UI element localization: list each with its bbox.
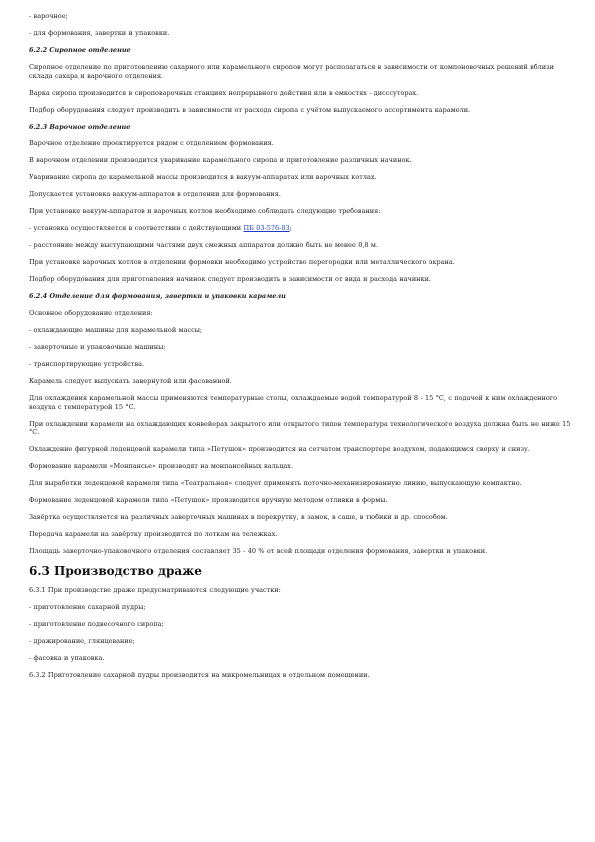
paragraph: - расстояние между выступающими частями двух смежных аппаратов должно быть не менее 0,8 м. bbox=[29, 241, 379, 250]
document-link[interactable]: ПБ 03-576-03 bbox=[243, 224, 290, 233]
paragraph-text: ; bbox=[289, 224, 292, 233]
paragraph: - заверточные и упаковочные машины; bbox=[29, 343, 166, 352]
paragraph-text: - установка осуществляется в соответствии с действующими bbox=[29, 224, 244, 233]
paragraph: Уваривание сиропа до карамельной массы производится в вакуум-аппаратах или варочных котлах. bbox=[29, 173, 377, 182]
paragraph: Варка сиропа производится в сироповарочных станциях непрерывного действия или в емкостях - дисссуторах. bbox=[29, 88, 419, 97]
paragraph: - варочное; bbox=[29, 12, 68, 20]
paragraph: - транспортирующие устройства. bbox=[29, 360, 145, 369]
paragraph: - охлаждающие машины для карамельной массы; bbox=[29, 326, 203, 335]
paragraph: - фасовка и упаковка. bbox=[29, 654, 105, 663]
section-title: 6.3 Производство драже bbox=[29, 564, 202, 579]
paragraph: В варочном отделении производится уваривание карамельного сиропа и приготовление различных начинок. bbox=[29, 156, 412, 165]
section-heading: 6.2.4 Отделение для формования, завертки и упаковки карамели bbox=[29, 292, 286, 301]
paragraph: Карамель следует выпускать завернутой или фасованной. bbox=[29, 377, 232, 386]
section-heading: 6.2.3 Варочное отделение bbox=[29, 122, 131, 131]
paragraph: Варочное отделение проектируется рядом с отделением формования. bbox=[29, 139, 274, 148]
paragraph: - приготовление сахарной пудры; bbox=[29, 603, 146, 612]
paragraph: Передача карамели на завёртку производится по лоткам на тележках. bbox=[29, 530, 278, 539]
paragraph: - приготовление подвесочного сиропа; bbox=[29, 620, 164, 629]
paragraph bbox=[29, 224, 573, 233]
paragraph: Основное оборудование отделения: bbox=[29, 309, 153, 318]
paragraph: - дражирование, глянцевание; bbox=[29, 637, 135, 646]
paragraph: Допускается установка вакуум-аппаратов в отделении для формования. bbox=[29, 190, 281, 199]
paragraph: При охлаждении карамели на охлаждающих конвейерах закрытого или открытого типов температура технологического воздуха должна быть не ниже 15 °С. bbox=[29, 419, 571, 437]
paragraph: При установке варочных котлов в отделении формовки необходимо устройство перегородки или металлического экрана. bbox=[29, 258, 455, 267]
paragraph: Формование леденцовой карамели типа «Петушок» производится вручную методом отливки в формы. bbox=[29, 496, 388, 505]
paragraph: Для выработки леденцовой карамели типа «Театральная» следует применять поточно-механизированную линию, выпускающую компактно. bbox=[29, 479, 522, 488]
paragraph: - для формования, завертки и упаковки. bbox=[29, 28, 170, 37]
paragraph: Подбор оборудования следует производить в зависимости от расхода сиропа с учётом выпускаемого ассортимента карамели. bbox=[29, 105, 471, 114]
paragraph: Завёртка осуществляется на различных заверточных машинах в перекрутку, в замок, в саше, в тюбики и др. способом. bbox=[29, 513, 448, 522]
paragraph: 6.3.1 При производстве драже предусматриваются следующие участки: bbox=[29, 586, 281, 595]
paragraph: Формование карамели «Монпансье» производят на монпансейных вальцах. bbox=[29, 462, 294, 471]
paragraph: Площадь заверточно-упаковочного отделения составляет 35 - 40 % от всей площади отделения формования, завертки и упаковки. bbox=[29, 547, 488, 556]
paragraph: При установке вакуум-аппаратов и варочных котлов необходимо соблюдать следующие требования: bbox=[29, 207, 381, 216]
paragraph: Сиропное отделение по приготовлению сахарного или карамельного сиропов могут располагаться в зависимости от компоновочных решений вблизи склада сахара и варочного отделения. bbox=[29, 62, 554, 80]
section-heading: 6.2.2 Сиропное отделение bbox=[29, 45, 131, 54]
paragraph: 6.3.2 Приготовление сахарной пудры производится на микромельницах в отдельном помещении. bbox=[29, 671, 370, 680]
paragraph: Для охлаждения карамельной массы применяются температурные столы, охлаждаемые водой температурой 8 - 15 °С, с подачей к ним охлажденного воздуха с температурой 15 °С. bbox=[29, 394, 558, 411]
paragraph: Охлаждение фигурной леденцовой карамели типа «Петушок» производится на сетчатом транспортере воздухом, подающимся сверху и снизу. bbox=[29, 445, 530, 454]
paragraph: Подбор оборудования для приготовления начинок следует производить в зависимости от вида и расхода начинки. bbox=[29, 275, 431, 284]
